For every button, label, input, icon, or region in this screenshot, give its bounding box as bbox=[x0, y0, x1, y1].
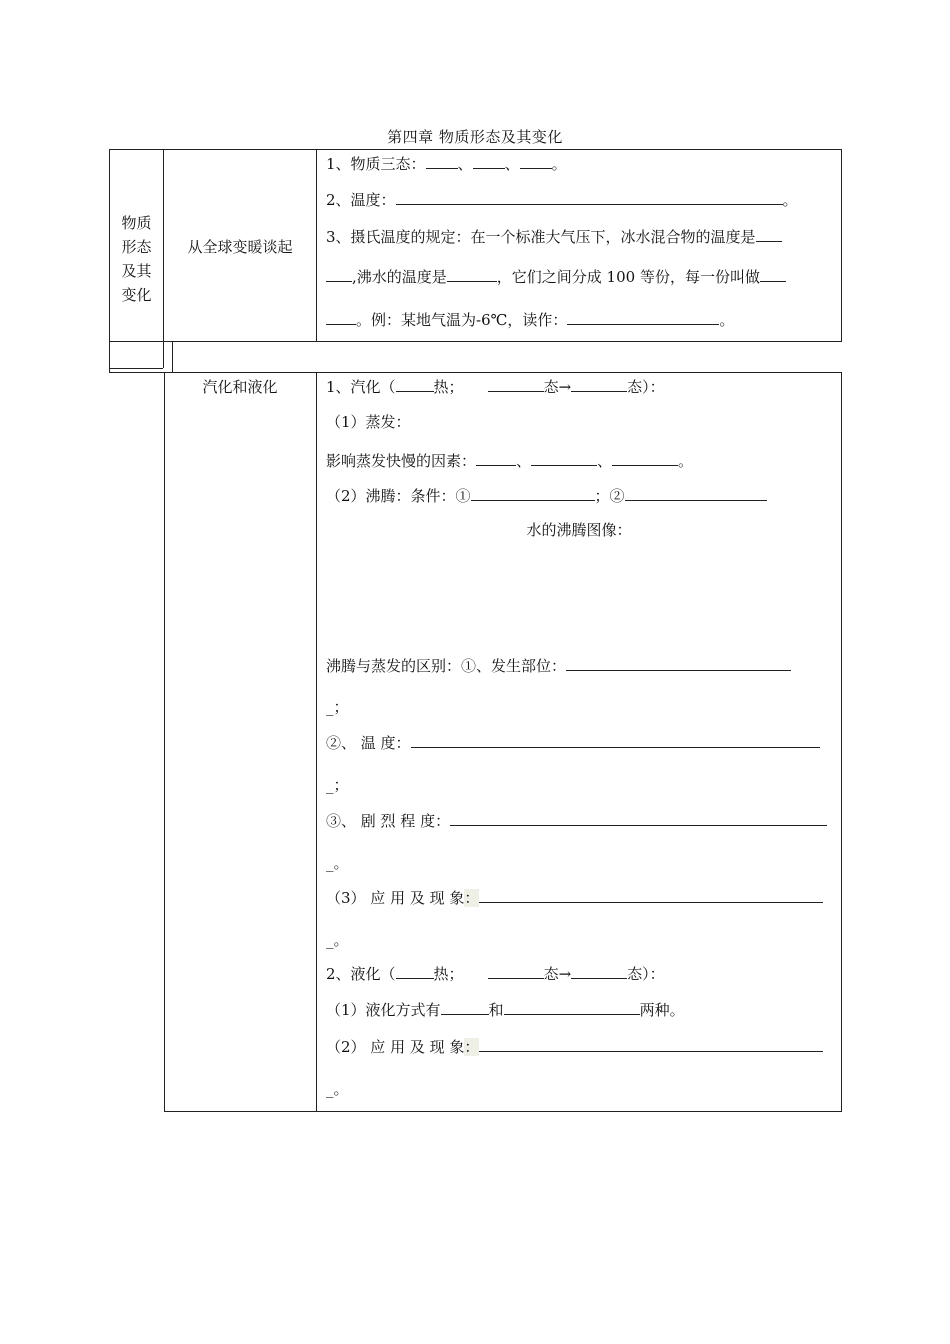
factor-blank-2[interactable] bbox=[531, 451, 597, 466]
reading-blank[interactable] bbox=[567, 310, 719, 325]
difference-intensity-line bbox=[326, 811, 827, 830]
unit-label-line: 及其 bbox=[121, 262, 152, 280]
boiling-text: ,沸水的温度是 bbox=[352, 268, 447, 286]
ice-water-blank-b[interactable] bbox=[326, 267, 352, 282]
sep: 、 bbox=[597, 452, 613, 470]
state-text: 态 bbox=[543, 378, 559, 396]
line-tail: _； bbox=[326, 776, 349, 794]
line-tail: _。 bbox=[326, 931, 349, 949]
unit-label-line: 变化 bbox=[121, 286, 152, 304]
vap-to-state-blank[interactable] bbox=[571, 377, 627, 392]
application2-label: （2） 应 用 及 现 象 bbox=[326, 1038, 465, 1056]
line-tail: _； bbox=[326, 698, 349, 716]
difference-location-label: 沸腾与蒸发的区别：①、发生部位： bbox=[326, 657, 567, 675]
arrow-icon: → bbox=[558, 378, 572, 396]
liq-heat-blank[interactable] bbox=[396, 964, 434, 979]
liq-to-state-blank[interactable] bbox=[571, 964, 627, 979]
divider bbox=[316, 149, 317, 342]
end-mark: 。 bbox=[678, 452, 694, 470]
temperature-blank[interactable] bbox=[396, 190, 783, 205]
application2-line bbox=[326, 1037, 823, 1056]
difference-location-line bbox=[326, 656, 791, 675]
state-blank-1[interactable] bbox=[426, 154, 458, 169]
application-label: （3） 应 用 及 现 象 bbox=[326, 889, 465, 907]
celsius-line bbox=[326, 227, 782, 246]
temperature-difference-blank[interactable] bbox=[411, 733, 820, 748]
difference-temperature-label: ②、 温 度： bbox=[326, 734, 411, 752]
topic-vaporization-liquefaction: 汽化和液化 bbox=[202, 378, 278, 396]
and-text: 和 bbox=[488, 1001, 504, 1019]
state-blank-3[interactable] bbox=[520, 154, 552, 169]
state-text: 态 bbox=[543, 965, 559, 983]
example-line bbox=[326, 310, 734, 329]
vaporization-label: 1、汽化（ bbox=[326, 378, 396, 396]
end-mark: 。 bbox=[719, 311, 735, 329]
unit-label bbox=[110, 211, 163, 307]
application2-blank[interactable] bbox=[479, 1037, 823, 1052]
liq-way-1-blank[interactable] bbox=[441, 1000, 489, 1015]
close-text: 态）： bbox=[627, 378, 665, 396]
evaporation-label: （1）蒸发： bbox=[326, 413, 411, 431]
difference-intensity-label: ③、 剧 烈 程 度： bbox=[326, 812, 451, 830]
division-text: ，它们之间分成 100 等份，每一份叫做 bbox=[496, 268, 760, 286]
liquefaction-label: 2、液化（ bbox=[326, 965, 396, 983]
sep: 、 bbox=[504, 155, 520, 173]
liq-from-state-blank[interactable] bbox=[488, 964, 544, 979]
three-states-line bbox=[326, 154, 567, 173]
liquefaction-line bbox=[326, 964, 665, 983]
heat-text: 热； bbox=[433, 378, 464, 396]
sep: 、 bbox=[516, 452, 532, 470]
end-mark: 。 bbox=[782, 191, 798, 209]
vap-heat-blank[interactable] bbox=[396, 377, 434, 392]
unit-label-line: 物质 bbox=[121, 214, 152, 232]
boiling-condition-2-blank[interactable] bbox=[625, 486, 767, 501]
end-mark: 。 bbox=[551, 155, 567, 173]
difference-temperature-line bbox=[326, 733, 820, 752]
celsius-text: 3、摄氏温度的规定：在一个标准大气压下，冰水混合物的温度是 bbox=[326, 228, 756, 246]
boiling-condition-1-blank[interactable] bbox=[471, 486, 595, 501]
vaporization-line bbox=[326, 377, 665, 396]
temperature-line bbox=[326, 190, 798, 209]
application-line bbox=[326, 888, 823, 907]
factors-line bbox=[326, 451, 693, 470]
boiling-label-2: ；② bbox=[594, 487, 625, 505]
divider bbox=[172, 342, 173, 372]
celsius-line-2 bbox=[326, 267, 786, 286]
degree-blank-b[interactable] bbox=[326, 310, 356, 325]
heat-text: 热； bbox=[433, 965, 464, 983]
divider bbox=[316, 372, 317, 1112]
ice-water-blank-a[interactable] bbox=[756, 227, 782, 242]
arrow-icon: → bbox=[558, 965, 572, 983]
colon: ： bbox=[464, 889, 480, 907]
intensity-blank[interactable] bbox=[450, 811, 827, 826]
location-blank[interactable] bbox=[566, 656, 791, 671]
evaporation-line bbox=[326, 413, 411, 431]
sep: 、 bbox=[457, 155, 473, 173]
temperature-label: 2、温度： bbox=[326, 191, 396, 209]
topic-global-warming: 从全球变暖谈起 bbox=[187, 238, 293, 256]
colon: ： bbox=[464, 1038, 480, 1056]
factor-blank-1[interactable] bbox=[476, 451, 516, 466]
factor-blank-3[interactable] bbox=[612, 451, 678, 466]
boiling-label: （2）沸腾：条件：① bbox=[326, 487, 471, 505]
boiling-line bbox=[326, 486, 767, 505]
page-title: 第四章 物质形态及其变化 bbox=[387, 128, 563, 146]
liq-way-2-blank[interactable] bbox=[504, 1000, 640, 1015]
close-text: 态）： bbox=[627, 965, 665, 983]
boiling-graph-caption: 水的沸腾图像： bbox=[526, 521, 632, 539]
liquefaction-ways-line bbox=[326, 1000, 685, 1019]
boiling-water-blank[interactable] bbox=[447, 267, 497, 282]
two-kinds-text: 两种。 bbox=[639, 1001, 685, 1019]
divider bbox=[109, 368, 163, 369]
example-text: 。例：某地气温为-6℃，读作： bbox=[356, 311, 568, 329]
factors-label: 影响蒸发快慢的因素： bbox=[326, 452, 477, 470]
divider bbox=[163, 342, 164, 368]
unit-label-line: 形态 bbox=[121, 238, 152, 256]
vap-from-state-blank[interactable] bbox=[488, 377, 544, 392]
degree-blank-a[interactable] bbox=[760, 267, 786, 282]
state-blank-2[interactable] bbox=[473, 154, 505, 169]
line-tail: _。 bbox=[326, 854, 349, 872]
line-tail: _。 bbox=[326, 1080, 349, 1098]
application-blank[interactable] bbox=[479, 888, 823, 903]
divider bbox=[109, 372, 172, 373]
liquefaction-ways-label: （1）液化方式有 bbox=[326, 1001, 441, 1019]
three-states-label: 1、物质三态： bbox=[326, 155, 426, 173]
